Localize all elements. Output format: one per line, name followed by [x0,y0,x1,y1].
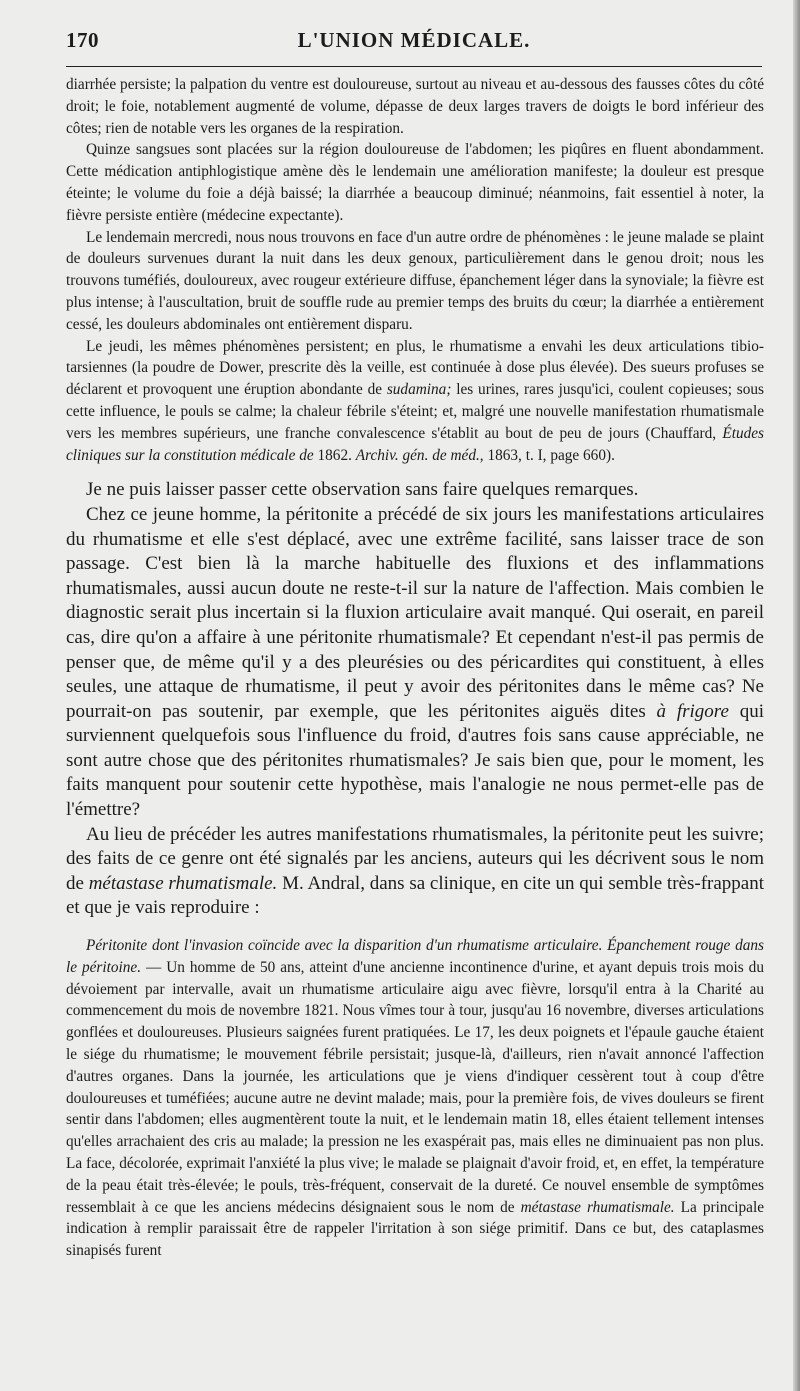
page-number: 170 [66,28,99,52]
article-body [66,74,764,1262]
frigore-term: à frigore [656,700,729,722]
journal-title: L'UNION MÉDICALE. [297,28,531,52]
paragraph-sangsues: Quinze sangsues sont placées sur la région douloureuse de l'abdomen; les piqûres en fluent abondamment. Cette médication antiphlogistique amène dès le lendemain une amélioration manifeste; la douleur est presque éteinte; le volume du foie a déjà baissé; la diarrhée a beaucoup diminué; néanmoins, fait essentiel à noter, la fièvre persiste entière (médecine expectante). [66,141,764,224]
paragraph-andral: Au lieu de précéder les autres manifestations rhumatismales, la péritonite peut les suivre; des faits de ce genre ont été signalés par les anciens, auteurs qui les décrivent sous le nom de métastase rhumatismale. M. Andral, dans sa clinique, en cite un qui semble très-frappant et que je vais reproduire : [66,823,764,919]
case-title: Péritonite dont l'invasion coïncide avec la disparition d'un rhumatisme articulaire. Épanchement rouge dans le péritoine. [66,937,764,976]
paragraph-jeudi: Le jeudi, les mêmes phénomènes persistent; en plus, le rhumatisme a envahi les deux articulations tibio-tarsiennes (la poudre de Dower, prescrite dès la veille, est continuée à dose plus élevée). Des sueurs profuses se déclarent et provoquent une éruption abondante de sudamina; les urines, rares jusqu'ici, coulent copieuses; sous cette influence, le pouls se calme; la chaleur fébrile s'éteint; et, malgré une nouvelle manifestation rhumatismale vers les membres supérieurs, une franche convalescence s'établit au bout de peu de jours (Chauffard, Études cliniques sur la constitution médicale de 1862. Archiv. gén. de méd., 1863, t. I, page 660). [66,337,764,464]
paragraph-remarques: Je ne puis laisser passer cette observation sans faire quelques remarques. [86,479,639,501]
page-header [66,28,762,58]
cited-journal: Archiv. gén. de méd., [355,446,484,464]
book-spine-edge [793,0,800,1391]
cited-work: Études cliniques sur la constitution médicale de [66,424,764,464]
header-rule [66,66,762,67]
paragraph-jeune-homme: Chez ce jeune homme, la péritonite a précédé de six jours les manifestations articulaires du rhumatisme et elle s'est déplacé, avec une extrême facilité, sans laisser trace de son passage. C'est bien là la marche habituelle des fluxions et des inflammations rhumatismales, aussi aucun doute ne reste-t-il sur la nature de l'affection. Mais combien le diagnostic serait plus incertain si la fluxion articulaire avait manqué. Qui oserait, en pareil cas, dire qu'on a affaire à une péritonite rhumatismale? Et cependant n'est-il pas permis de penser que, de même qu'il y a des pleurésies ou des péricardites qui constituent, à elles seules, une attaque de rhumatisme, il peut y avoir des péritonites dans le même cas? Ne pourrait-on pas soutenir, par exemple, que les péritonites aiguës dites à frigore qui surviennent quelquefois sous l'influence du froid, d'autres fois sans cause appréciable, ne sont autre chose que des péritonites rhumatismales? Je sais bien que, pour le moment, les faits manquent pour soutenir cette hypothèse, mais l'analogie ne nous permet-elle pas de l'émettre? [66,503,764,821]
case-metastase-term: métastase rhumatismale. [520,1198,675,1216]
metastase-term: métastase rhumatismale. [88,872,278,894]
sudamina-term: sudamina; [386,381,452,399]
paragraph-case-report: Péritonite dont l'invasion coïncide avec la disparition d'un rhumatisme articulaire. Épanchement rouge dans le péritoine. — Un homme de 50 ans, atteint d'une ancienne incontinence d'urine, et ayant depuis trois mois du dévoiement par intervalle, avait un rhumatisme articulaire aigu avec fièvre, lorsqu'il entra à la Charité au commencement du mois de novembre 1821. Nous vîmes tour à tour, jusqu'au 16 novembre, diverses articulations gonflées et douloureuses. Plusieurs saignées furent pratiquées. Le 17, les deux poignets et l'épaule gauche étaient le siége du rhumatisme; le mouvement fébrile persistait; jusque-là, d'ailleurs, rien n'avait annoncé l'affection d'autres organes. Dans la journée, les articulations que je viens d'indiquer cessèrent tout à coup d'être douloureuses et tuméfiées; aucune autre ne devint malade; mais, pour la première fois, de vives douleurs se firent sentir dans l'abdomen; elles augmentèrent toute la nuit, et le lendemain matin 18, elles étaient tellement intenses qu'elles arrachaient des cris au malade; la pression ne les exaspérait pas, mais elles ne diminuaient pas non plus. La face, décolorée, exprimait l'anxiété la plus vive; le malade se plaignait d'avoir froid, et, en effet, la température de la peau était très-élevée; le pouls, très-fréquent, conservait de la dureté. Ce nouvel ensemble de symptômes ressemblait à ce que les anciens médecins désignaient sous le nom de métastase rhumatismale. La principale indication à remplir paraissait être de rappeler l'irritation à son siége primitif. Dans ce but, des cataplasmes sinapisés furent [66,937,764,1260]
paragraph-diarrhee: diarrhée persiste; la palpation du ventre est douloureuse, surtout au niveau et au-dessous des fausses côtes du côté droit; le foie, notablement augmenté de volume, dépasse de deux larges travers de doigts le bord inférieur des côtes; rien de notable vers les organes de la respiration. [66,76,764,137]
paragraph-mercredi: Le lendemain mercredi, nous nous trouvons en face d'un autre ordre de phénomènes : le jeune malade se plaint de douleurs survenues durant la nuit dans les deux genoux, particulièrement dans le genou droit; nous les trouvons tuméfiés, douloureux, avec rougeur extérieure diffuse, épanchement léger dans la synoviale; la fièvre est plus intense; à l'auscultation, bruit de souffle rude au premier temps des bruits du cœur; la diarrhée a entièrement cessé, les douleurs abdominales ont entièrement disparu. [66,228,764,333]
